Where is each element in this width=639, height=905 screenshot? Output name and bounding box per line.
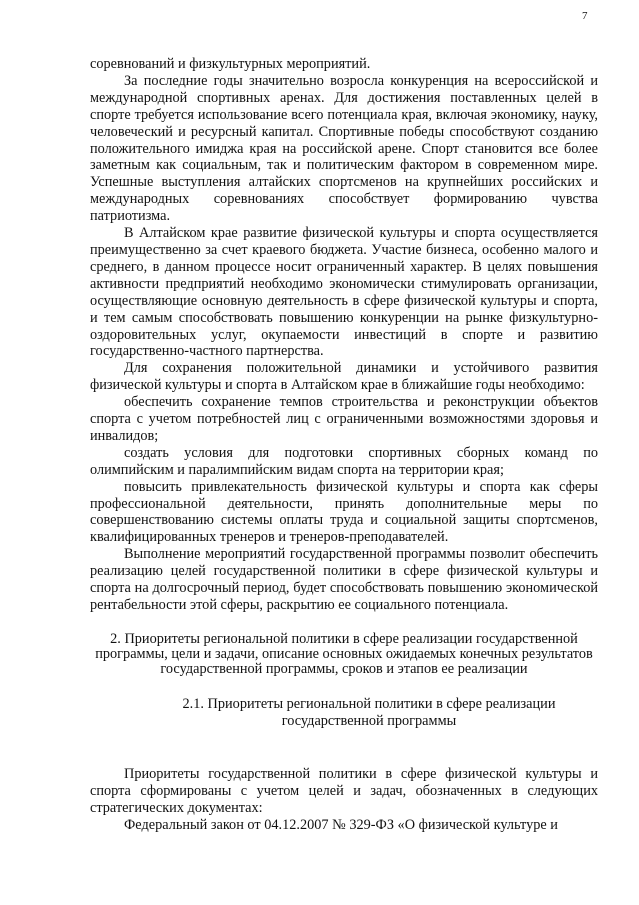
page-number: 7: [582, 10, 588, 22]
paragraph: Выполнение мероприятий государственной программы позволит обеспечить реализацию целей государственной политики в сфере физической культуры и спорта на долгосрочный период, будет способствовать повышению экономической рентабельности этой сферы, раскрытию ее социального потенциала.: [90, 546, 598, 613]
paragraph: За последние годы значительно возросла конкуренция на всероссийской и международной спортивных аренах. Для достижения поставленных целей в спорте требуется использование всего потенциала края, включая экономику, науку, человеческий и ресурсный капитал. Спортивные победы способствуют созданию положительного имиджа края на российской арене. Спорт становится все более заметным как социальным, так и политическим фактором в современном мире. Успешные выступления алтайских спортсменов на крупнейших российских и международных соревнованиях способствует формированию чувства патриотизма.: [90, 72, 598, 225]
list-item: повысить привлекательность физической культуры и спорта как сферы профессиональной деятельности, принять дополнительные меры по совершенствованию системы оплаты труда и социальной защиты спортсменов, квалифицированных тренеров и тренеров-преподавателей.: [90, 478, 598, 546]
list-item: обеспечить сохранение темпов строительства и реконструкции объектов спорта с учетом потребностей лиц с ограниченными возможностями здоровья и инвалидов;: [90, 394, 598, 444]
document-body: [90, 56, 598, 834]
section-heading: 2. Приоритеты региональной политики в сфере реализации государственной программы, цели и задачи, описание основных ожидаемых конечных результатов государственной программы, сроков и этапов ее реализации: [95, 630, 593, 677]
paragraph: Федеральный закон от 04.12.2007 № 329-ФЗ «О физической культуре и: [124, 816, 558, 833]
paragraph: Для сохранения положительной динамики и устойчивого развития физической культуры и спорта в Алтайском крае в ближайшие годы необходимо:: [90, 360, 598, 394]
paragraph: В Алтайском крае развитие физической культуры и спорта осуществляется преимущественно за счет краевого бюджета. Участие бизнеса, особенно малого и среднего, в данном процессе носит ограниченный характер. В целях повышения активности предприятий необходимо экономически стимулировать организации, осуществляющие основную деятельность в сфере физической культуры и спорта, и тем самым способствовать повышению конкуренции на рынке физкультурно-оздоровительных услуг, окупаемости инвестиций в спорте и развитию государственно-частного партнерства.: [90, 225, 598, 360]
list-item: создать условия для подготовки спортивных сборных команд по олимпийским и паралимпийским видам спорта на территории края;: [90, 444, 598, 478]
paragraph: Приоритеты государственной политики в сфере физической культуры и спорта сформированы с учетом целей и задач, обозначенных в следующих стратегических документах:: [90, 765, 598, 816]
subsection-heading: 2.1. Приоритеты региональной политики в сфере реализации государственной программы: [182, 695, 556, 729]
paragraph: соревнований и физкультурных мероприятий.: [90, 56, 371, 72]
